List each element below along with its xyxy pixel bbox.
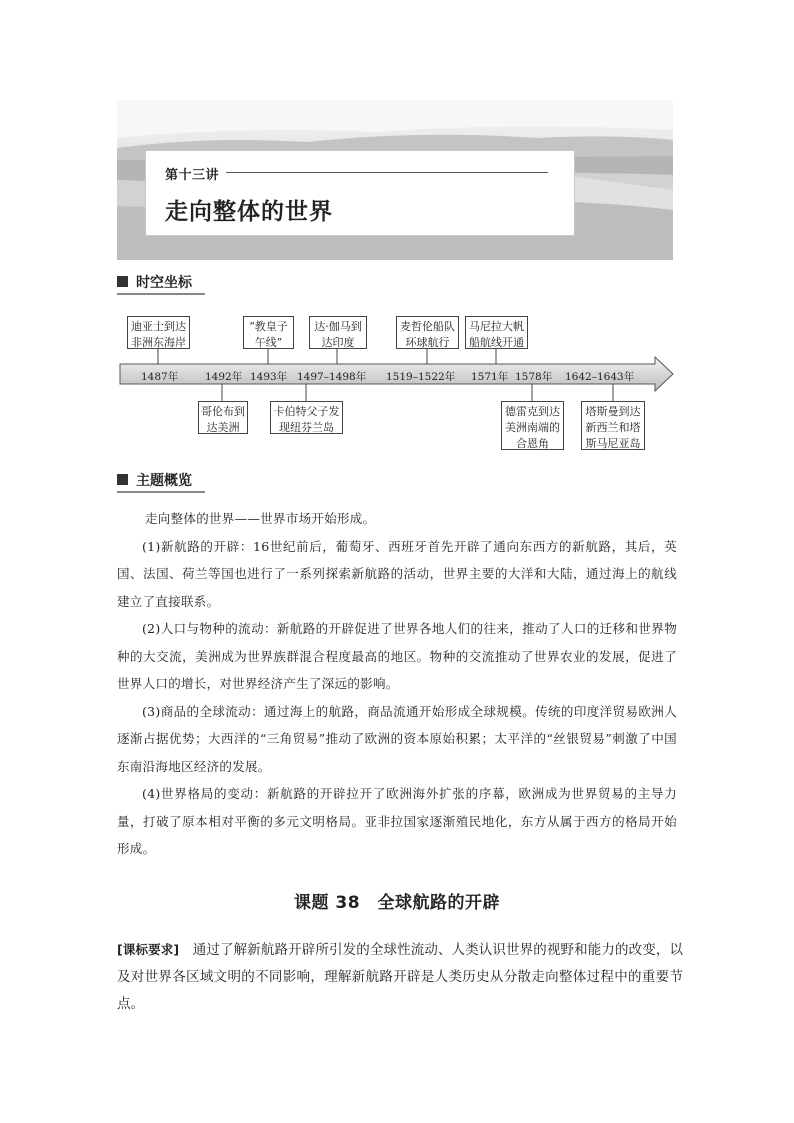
timeline-connectors (0, 0, 794, 460)
timeline-event-columbus: 哥伦布到 达美洲 (198, 401, 248, 434)
timeline-year: 1642–1643年 (565, 371, 635, 383)
overview-point: (2)人口与物种的流动：新航路的开辟促进了世界各地人们的往来，推动了人口的迁移和世界物种的大交流，美洲成为世界族群混合程度最高的地区。物种的交流推动了世界农业的发展，促进了世界人口的增长，对世界经济产生了深远的影响。 (117, 621, 677, 691)
timeline-year: 1497–1498年 (297, 371, 367, 383)
timeline-event-papal-meridian: “教皇子 午线” (243, 316, 294, 349)
page-title: 走向整体的世界 (165, 199, 333, 225)
lecture-number: 第十三讲 (165, 168, 220, 183)
requirement-text: 通过了解新航路开辟所引发的全球性流动、人类认识世界的视野和能力的改变，以及对世界各区域文明的不同影响，理解新航路开辟是人类历史从分散走向整体过程中的重要节点。 (117, 942, 683, 1012)
timeline-event-cabot: 卡伯特父子发 现纽芬兰岛 (270, 401, 343, 434)
timeline-event-magellan: 麦哲伦船队 环球航行 (396, 316, 459, 349)
overview-point: (1)新航路的开辟：16世纪前后，葡萄牙、西班牙首先开辟了通向东西方的新航路，其后，英国、法国、荷兰等国也进行了一系列探索新航路的活动，世界主要的大洋和大陆，通过海上的航线建立了直接联系。 (117, 538, 677, 609)
timeline-year: 1571年 (471, 371, 509, 383)
heading-underline (117, 491, 205, 493)
timeline-event-drake: 德雷克到达 美洲南端的 合恩角 (501, 401, 564, 450)
section-heading-timeline: 时空坐标 (117, 272, 217, 292)
timeline-year: 1492年 (205, 371, 243, 383)
timeline-year: 1578年 (515, 371, 553, 383)
square-bullet-icon (117, 474, 128, 485)
timeline-year: 1487年 (141, 371, 179, 383)
section-heading-overview: 主题概览 (117, 470, 217, 490)
overview-body (117, 505, 677, 863)
overview-point: (4)世界格局的变动：新航路的开辟拉开了欧洲海外扩张的序幕，欧洲成为世界贸易的主导力量，打破了原本相对平衡的多元文明格局。亚非拉国家逐渐殖民地化，东方从属于西方的格局开始形成。 (117, 786, 677, 856)
requirement-tag: [课标要求] (117, 942, 180, 957)
timeline-event-tasman: 塔斯曼到达 新西兰和塔 斯马尼亚岛 (581, 401, 645, 450)
overview-point: (3)商品的全球流动：通过海上的航路，商品流通开始形成全球规模。传统的印度洋贸易欧洲人逐渐占据优势；大西洋的“三角贸易”推动了欧洲的资本原始积累；太平洋的“丝银贸易”刺激了中国东南沿海地区经济的发展。 (117, 703, 677, 774)
timeline-event-dias: 迪亚士到达 非洲东海岸 (127, 316, 190, 349)
lesson-title: 课题 38 全球航路的开辟 (293, 893, 501, 913)
overview-intro: 走向整体的世界——世界市场开始形成。 (145, 511, 376, 526)
curriculum-requirement (117, 936, 683, 1018)
timeline-event-da-gama: 达·伽马到 达印度 (309, 316, 367, 349)
timeline-year: 1519–1522年 (386, 371, 456, 383)
timeline-year: 1493年 (250, 371, 288, 383)
timeline-event-manila-galleon: 马尼拉大帆 船航线开通 (465, 316, 528, 349)
